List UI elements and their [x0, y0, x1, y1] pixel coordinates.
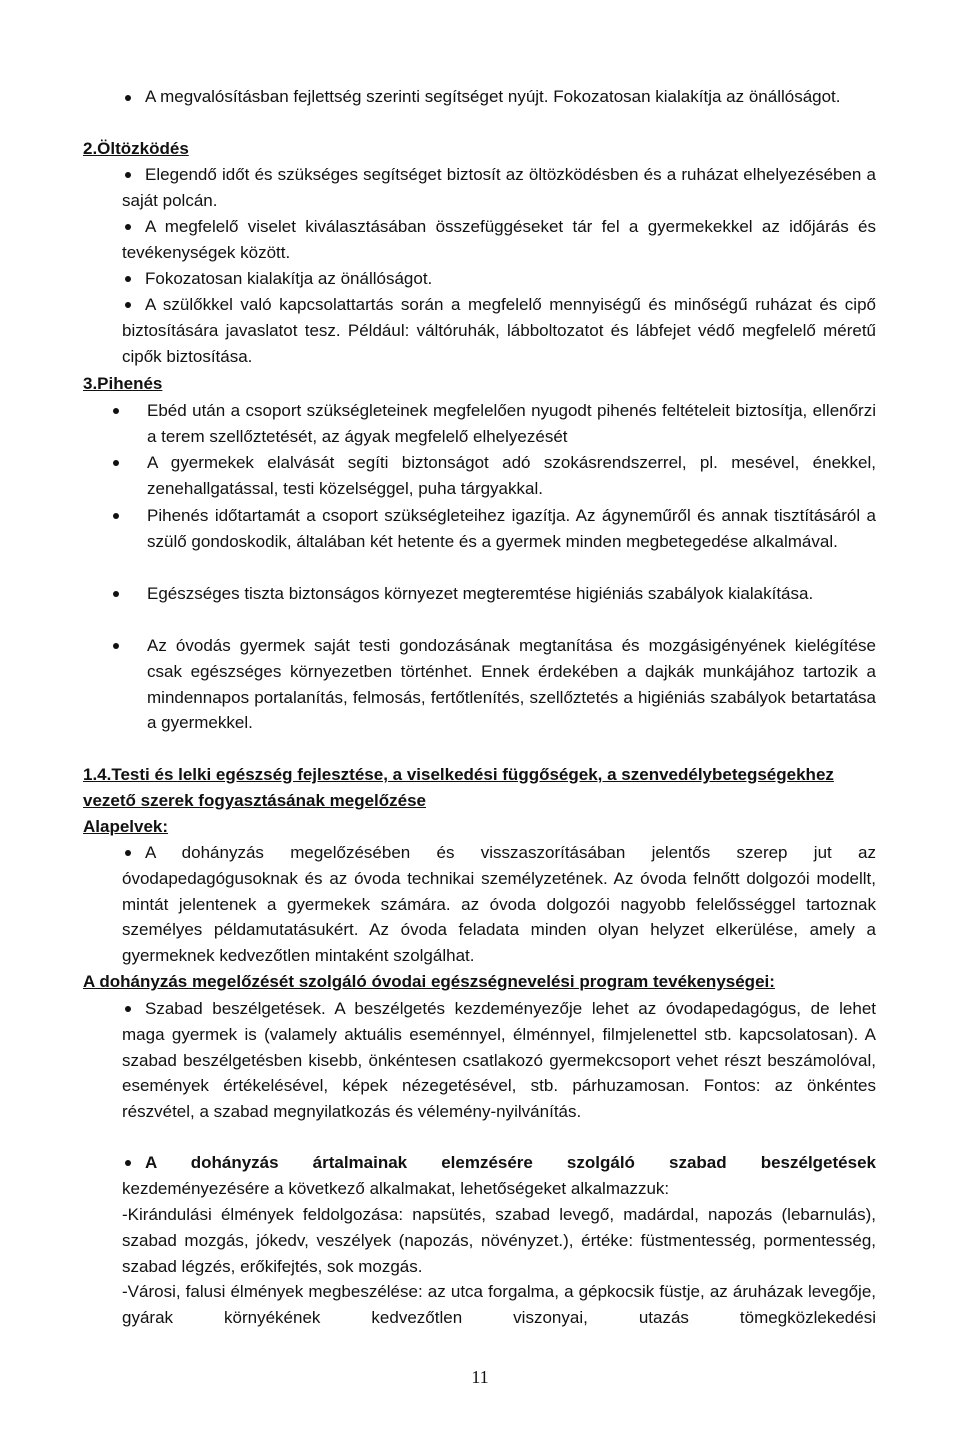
page-number: 11 — [471, 1367, 489, 1387]
bullet-icon — [113, 513, 119, 519]
section-heading-pihenes: 3.Pihenés — [83, 374, 163, 393]
list-item: Az óvodás gyermek saját testi gondozásának megtanítása és mozgásigényének kielégítése csak egészséges környezetben történhet. Ennek érdekében a dajkák munkájához tartozik a mindennapos portalanítás, felmosás, fertőtlenítés, szellőztetés a higiéniás szabályok betartatása a gyermekkel. — [147, 636, 876, 733]
alapelvek-label: Alapelvek: — [83, 817, 169, 836]
list-item-bold — [122, 1150, 876, 1176]
bullet-icon — [113, 591, 119, 597]
list-item: A megfelelő viselet kiválasztásában összefüggéseket tár fel a gyermekekkel az időjárás és tevékenységek között. — [122, 217, 876, 262]
list-item: Egészséges tiszta biztonságos környezet megteremtése higiéniás szabályok kialakítása. — [147, 584, 814, 603]
list-item: A dohányzás megelőzésében és visszaszorításában jelentős szerep jut az óvodapedagógusoknak és az óvoda technikai személyzetének. Az óvoda felnőtt dolgozói modellt, mintát jelentenek a gyermekek számára. az óvoda dolgozói nagyobb felelősséggel tartoznak személyes példamutatásukért. Az óvoda feladata minden olyan helyzet elkerülése, amely a gyermeknek kedvezőtlen mintaként szolgálhat. — [122, 843, 876, 966]
bullet-icon — [113, 643, 119, 649]
list-item: A gyermekek elalvását segíti biztonságot adó szokásrendszerrel, pl. mesével, énekkel, zenehallgatással, testi közelséggel, puha tárgyakkal. — [147, 453, 876, 498]
list-item: Elegendő időt és szükséges segítséget biztosít az öltözködésben és a ruházat elhelyezésében a saját polcán. — [122, 165, 876, 210]
program-label: A dohányzás megelőzését szolgáló óvodai egészségnevelési program tevékenységei: — [83, 972, 775, 991]
section-heading-oltozkodes: 2.Öltözködés — [83, 139, 189, 158]
list-item: Szabad beszélgetések. A beszélgetés kezdeményezője lehet az óvodapedagógus, de lehet maga gyermek is (valamely aktuális eseménnyel, élménnyel, filmjelenettel stb. kapcsolatosan). A szabad beszélgetésben kisebb, önkéntesen csatlakozó gyermekcsoport vehet részt beszámolóval, események értékelésével, képek nézegetésével, stb. párhuzamosan. Fontos: az önkéntes részvétel, a szabad megnyilatkozás és vélemény-nyilvánítás. — [122, 999, 876, 1122]
list-item: Pihenés időtartamát a csoport szükségleteihez igazítja. Az ágyneműről és annak tisztításáról a szülő gondoskodik, általában két hetente és a gyermek minden megbetegedése alkalmával. — [147, 506, 876, 551]
list-item: A megvalósításban fejlettség szerinti segítséget nyújt. Fokozatosan kialakítja az önállóságot. — [145, 87, 841, 106]
list-item: Ebéd után a csoport szükségleteinek megfelelően nyugodt pihenés feltételeit biztosítja, ellenőrzi a terem szellőztetését, az ágyak megfelelő elhelyezését — [147, 401, 876, 446]
list-item-continuation: kezdeményezésére a következő alkalmakat, lehetőségeket alkalmazzuk: — [122, 1179, 670, 1198]
bullet-icon — [125, 95, 131, 101]
section-heading-1-4: 1.4.Testi és lelki egészség fejlesztése, a viselkedési függőségek, a szenvedélybetegségekhez vezető szerek fogyasztásának megelőzése — [83, 765, 834, 810]
sub-item: -Városi, falusi élmények megbeszélése: az utca forgalma, a gépkocsik füstje, az áruházak levegője, gyárak környékének kedvezőtlen viszonyai, utazás tömegközlekedési — [122, 1282, 876, 1327]
list-item-bold-text: A dohányzás ártalmainak elemzésére szolgáló szabad beszélgetések — [145, 1153, 876, 1172]
list-item: Fokozatosan kialakítja az önállóságot. — [145, 269, 433, 288]
sub-item: -Kirándulási élmények feldolgozása: napsütés, szabad levegő, madárdal, napozás (lebarnulás), szabad mozgás, jókedv, veszélyek (napozás, növényzet.), értéke: füstmentesség, pormentesség, szabad légzés, erőkifejtés, sok mozgás. — [122, 1205, 876, 1276]
bullet-icon — [113, 408, 119, 414]
list-item: A szülőkkel való kapcsolattartás során a megfelelő mennyiségű és minőségű ruházat és cipő biztosítására javaslatot tesz. Például: váltóruhák, lábboltozatot és lábfejet védő megfelelő méretű cipők biztosítása. — [122, 295, 876, 366]
bullet-icon — [113, 460, 119, 466]
